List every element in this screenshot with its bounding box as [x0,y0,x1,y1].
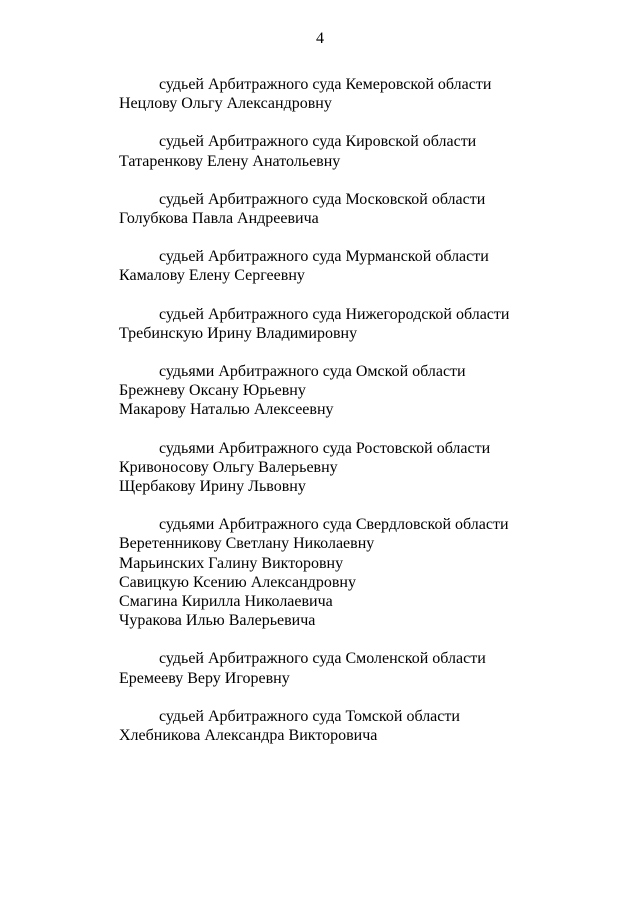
position-line: судьей Арбитражного суда Мурманской области [159,248,489,266]
position-line: судьей Арбитражного суда Кемеровской области [159,76,492,93]
judge-name: Татаренкову Елену Анатольевну [119,152,341,170]
position-line: судьями Арбитражного суда Омской области [159,363,466,381]
appointment-entry [119,305,599,343]
judge-name: Савицкую Ксению Александровну [119,573,356,591]
appointment-entry [119,649,599,687]
judge-name: Хлебникова Александра Викторовича [119,727,378,745]
position-line: судьями Арбитражного суда Ростовской области [159,439,491,457]
judge-name: Еремееву Веру Игоревну [119,669,290,687]
appointment-entry [119,362,599,420]
appointment-entry [119,707,599,745]
judge-name: Щербакову Ирину Львовну [119,478,306,496]
appointment-entry [119,75,599,113]
position-line: судьями Арбитражного суда Свердловской области [159,516,509,534]
judge-name: Брежневу Оксану Юрьевну [119,382,306,400]
judge-name: Кривоносову Ольгу Валерьевну [119,458,338,476]
appointment-entry [119,247,599,285]
judge-name: Требинскую Ирину Владимировну [119,324,358,342]
judge-name: Смагина Кирилла Николаевича [119,593,333,611]
judge-name: Голубкова Павла Андреевича [119,210,319,228]
judge-name: Камалову Елену Сергеевну [119,267,305,285]
judge-name: Макарову Наталью Алексеевну [119,401,334,419]
appointment-entry [119,439,599,497]
judge-name: Нецлову Ольгу Александровну [119,95,332,113]
judge-name: Марьинских Галину Викторовну [119,554,344,572]
appointment-entry [119,190,599,228]
appointment-entry [119,515,599,630]
page-number: 4 [316,30,324,47]
position-line: судьей Арбитражного суда Нижегородской области [159,305,510,323]
position-line: судьей Арбитражного суда Томской области [159,707,460,725]
judge-name: Чуракова Илью Валерьевича [119,612,316,630]
judge-name: Веретенникову Светлану Николаевну [119,535,375,553]
position-line: судьей Арбитражного суда Московской области [159,190,486,208]
position-line: судьей Арбитражного суда Кировской области [159,133,477,151]
position-line: судьей Арбитражного суда Смоленской области [159,650,486,668]
appointment-list [119,75,599,764]
appointment-entry [119,132,599,170]
